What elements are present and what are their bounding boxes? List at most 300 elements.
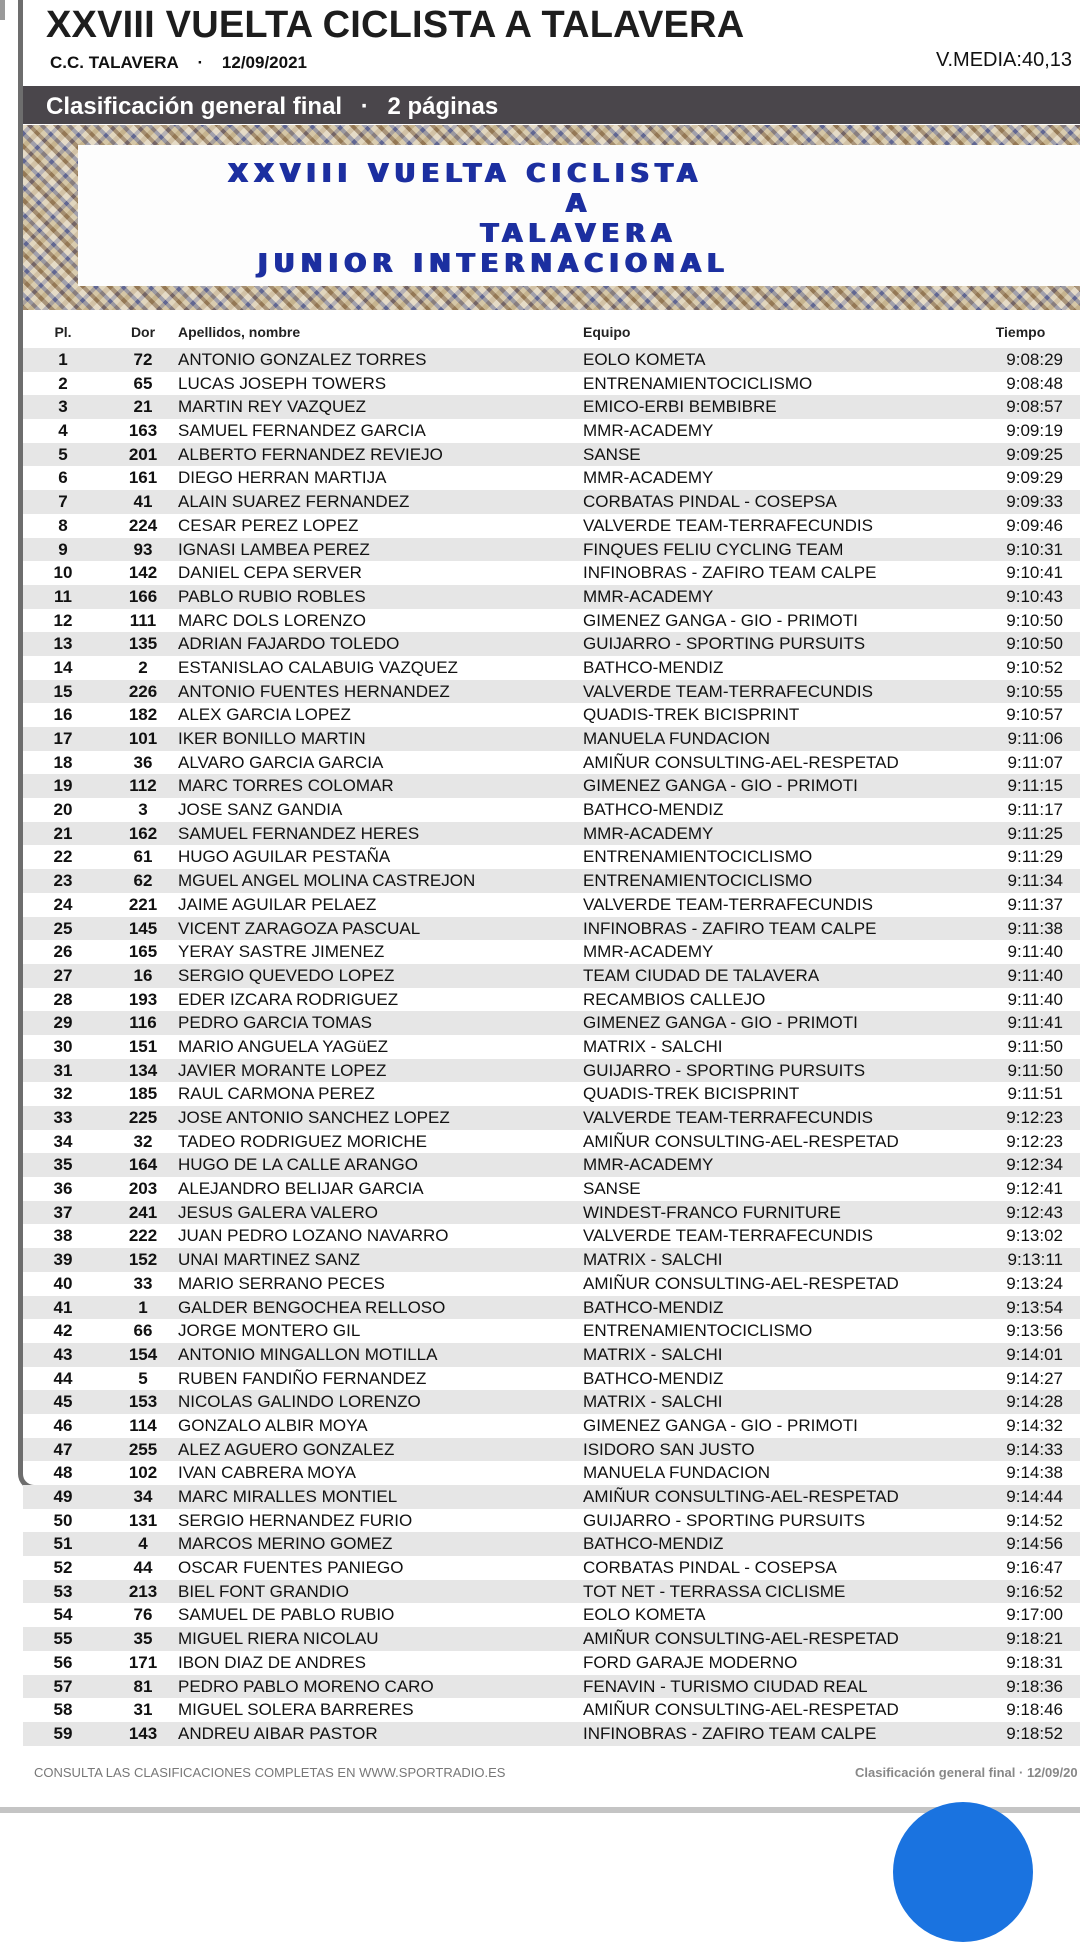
row-bib: 33 bbox=[133, 1273, 153, 1293]
row-bib: 102 bbox=[128, 1463, 158, 1483]
table-row bbox=[23, 1603, 1080, 1627]
table-row bbox=[23, 1414, 1080, 1438]
row-team: MMR-ACADEMY bbox=[583, 421, 714, 441]
row-position: 14 bbox=[53, 657, 73, 677]
row-position: 3 bbox=[58, 397, 68, 417]
row-position: 55 bbox=[53, 1629, 73, 1649]
row-time: 9:11:17 bbox=[1007, 800, 1063, 820]
column-header-bib: Dor bbox=[130, 324, 156, 340]
row-team: BATHCO-MENDIZ bbox=[583, 1534, 724, 1554]
row-position: 47 bbox=[53, 1439, 73, 1459]
row-position: 37 bbox=[53, 1202, 73, 1222]
row-bib: 72 bbox=[133, 350, 153, 369]
table-row bbox=[23, 1532, 1080, 1556]
row-bib: 93 bbox=[133, 539, 153, 559]
row-rider-name: ALEX GARCIA LOPEZ bbox=[178, 705, 351, 725]
results-table bbox=[23, 348, 1080, 1746]
row-rider-name: JOSE ANTONIO SANCHEZ LOPEZ bbox=[178, 1108, 450, 1127]
row-position: 56 bbox=[53, 1652, 73, 1672]
row-bib: 162 bbox=[128, 823, 158, 843]
row-team: BATHCO-MENDIZ bbox=[583, 1368, 724, 1388]
row-team: WINDEST-FRANCO FURNITURE bbox=[583, 1202, 841, 1222]
row-time: 9:11:41 bbox=[1007, 1013, 1063, 1033]
table-row bbox=[23, 1461, 1080, 1485]
row-position: 20 bbox=[53, 800, 73, 820]
row-bib: 111 bbox=[129, 610, 157, 630]
table-row bbox=[23, 940, 1080, 964]
row-time: 9:10:43 bbox=[1006, 586, 1063, 606]
table-row bbox=[23, 1675, 1080, 1699]
row-bib: 36 bbox=[133, 752, 153, 772]
table-row bbox=[23, 1627, 1080, 1651]
row-bib: 116 bbox=[129, 1013, 157, 1033]
row-time: 9:14:27 bbox=[1006, 1368, 1063, 1388]
row-position: 28 bbox=[53, 989, 73, 1009]
row-position: 26 bbox=[53, 942, 73, 962]
row-team: EOLO KOMETA bbox=[583, 350, 706, 369]
row-time: 9:11:40 bbox=[1007, 942, 1063, 962]
row-team: MATRIX - SALCHI bbox=[583, 1036, 723, 1056]
row-position: 6 bbox=[58, 468, 68, 488]
row-rider-name: HUGO AGUILAR PESTAÑA bbox=[178, 847, 391, 867]
table-row bbox=[23, 1319, 1080, 1343]
row-position: 10 bbox=[53, 563, 73, 583]
table-row bbox=[23, 466, 1080, 490]
row-bib: 44 bbox=[133, 1558, 153, 1578]
race-subtitle bbox=[50, 53, 321, 73]
row-rider-name: SERGIO HERNANDEZ FURIO bbox=[178, 1510, 413, 1530]
row-time: 9:18:31 bbox=[1006, 1652, 1063, 1672]
row-time: 9:11:51 bbox=[1007, 1084, 1063, 1104]
table-row bbox=[23, 1106, 1080, 1130]
row-rider-name: BIEL FONT GRANDIO bbox=[178, 1581, 349, 1601]
row-bib: 151 bbox=[128, 1036, 158, 1056]
row-position: 48 bbox=[53, 1463, 73, 1483]
row-rider-name: VICENT ZARAGOZA PASCUAL bbox=[178, 918, 421, 938]
row-bib: 143 bbox=[128, 1723, 158, 1743]
row-bib: 135 bbox=[128, 634, 158, 654]
row-bib: 81 bbox=[133, 1676, 153, 1696]
table-row bbox=[23, 1082, 1080, 1106]
row-bib: 114 bbox=[129, 1415, 157, 1435]
table-row bbox=[23, 774, 1080, 798]
row-team: MMR-ACADEMY bbox=[583, 586, 714, 606]
row-position: 53 bbox=[53, 1581, 73, 1601]
row-bib: 32 bbox=[133, 1131, 153, 1151]
row-time: 9:12:43 bbox=[1006, 1202, 1063, 1222]
row-position: 5 bbox=[58, 444, 68, 464]
row-team: VALVERDE TEAM-TERRAFECUNDIS bbox=[583, 681, 873, 701]
row-position: 1 bbox=[58, 350, 68, 369]
row-rider-name: HUGO DE LA CALLE ARANGO bbox=[178, 1155, 418, 1175]
row-rider-name: LUCAS JOSEPH TOWERS bbox=[178, 373, 387, 393]
row-time: 9:11:40 bbox=[1007, 965, 1063, 985]
table-row bbox=[23, 1296, 1080, 1320]
row-rider-name: ALAIN SUAREZ FERNANDEZ bbox=[178, 492, 410, 512]
row-time: 9:11:50 bbox=[1007, 1060, 1063, 1080]
row-bib: 5 bbox=[138, 1368, 148, 1388]
row-rider-name: JAVIER MORANTE LOPEZ bbox=[178, 1060, 387, 1080]
row-time: 9:09:33 bbox=[1006, 492, 1063, 512]
row-team: INFINOBRAS - ZAFIRO TEAM CALPE bbox=[583, 918, 877, 938]
row-position: 33 bbox=[53, 1108, 73, 1127]
table-row bbox=[23, 964, 1080, 988]
floating-action-button[interactable] bbox=[893, 1802, 1033, 1942]
row-time: 9:11:38 bbox=[1007, 918, 1063, 938]
table-header bbox=[23, 324, 1080, 344]
row-rider-name: RUBEN FANDIÑO FERNANDEZ bbox=[178, 1368, 427, 1388]
row-position: 9 bbox=[58, 539, 68, 559]
row-team: BATHCO-MENDIZ bbox=[583, 657, 724, 677]
row-position: 11 bbox=[54, 586, 72, 606]
row-rider-name: ALBERTO FERNANDEZ REVIEJO bbox=[178, 444, 443, 464]
row-position: 44 bbox=[53, 1368, 73, 1388]
row-team: MATRIX - SALCHI bbox=[583, 1250, 723, 1270]
row-time: 9:12:23 bbox=[1006, 1108, 1063, 1127]
table-row bbox=[23, 798, 1080, 822]
row-bib: 221 bbox=[128, 894, 158, 914]
row-team: MMR-ACADEMY bbox=[583, 1155, 714, 1175]
row-team: AMIÑUR CONSULTING-AEL-RESPETAD bbox=[583, 1629, 899, 1649]
row-rider-name: SERGIO QUEVEDO LOPEZ bbox=[178, 965, 395, 985]
row-team: EOLO KOMETA bbox=[583, 1605, 706, 1625]
table-row bbox=[23, 1367, 1080, 1391]
row-rider-name: MGUEL ANGEL MOLINA CASTREJON bbox=[178, 871, 476, 891]
row-position: 41 bbox=[53, 1297, 73, 1317]
row-bib: 255 bbox=[128, 1439, 158, 1459]
row-position: 49 bbox=[53, 1487, 73, 1506]
table-row bbox=[23, 372, 1080, 396]
row-team: MMR-ACADEMY bbox=[583, 468, 714, 488]
row-time: 9:10:57 bbox=[1006, 705, 1063, 725]
row-rider-name: ALEJANDRO BELIJAR GARCIA bbox=[178, 1179, 424, 1199]
row-bib: 226 bbox=[128, 681, 158, 701]
table-row bbox=[23, 395, 1080, 419]
row-bib: 112 bbox=[129, 776, 157, 796]
row-time: 9:14:56 bbox=[1006, 1534, 1063, 1554]
row-rider-name: YERAY SASTRE JIMENEZ bbox=[178, 942, 385, 962]
table-row bbox=[23, 1509, 1080, 1533]
row-time: 9:11:50 bbox=[1007, 1036, 1063, 1056]
row-team: GIMENEZ GANGA - GIO - PRIMOTI bbox=[583, 776, 858, 796]
row-position: 19 bbox=[53, 776, 73, 796]
banner-line-2: A bbox=[565, 189, 593, 219]
row-time: 9:16:52 bbox=[1006, 1581, 1063, 1601]
table-row bbox=[23, 585, 1080, 609]
table-row bbox=[23, 1722, 1080, 1746]
row-time: 9:18:46 bbox=[1006, 1700, 1063, 1720]
band-separator: · bbox=[360, 93, 369, 120]
row-position: 15 bbox=[53, 681, 73, 701]
average-speed: V.MEDIA:40,13 bbox=[936, 49, 1073, 71]
table-row bbox=[23, 1651, 1080, 1675]
row-time: 9:11:29 bbox=[1007, 847, 1063, 867]
row-time: 9:14:01 bbox=[1006, 1344, 1063, 1364]
row-team: INFINOBRAS - ZAFIRO TEAM CALPE bbox=[583, 1723, 877, 1743]
row-rider-name: ALEZ AGUERO GONZALEZ bbox=[178, 1439, 395, 1459]
row-time: 9:08:48 bbox=[1006, 373, 1063, 393]
column-header-time: Tiempo bbox=[995, 324, 1046, 340]
table-row bbox=[23, 869, 1080, 893]
row-time: 9:14:38 bbox=[1006, 1463, 1063, 1483]
row-rider-name: IBON DIAZ DE ANDRES bbox=[178, 1652, 366, 1672]
row-team: GIMENEZ GANGA - GIO - PRIMOTI bbox=[583, 1415, 858, 1435]
row-bib: 1 bbox=[138, 1297, 148, 1317]
row-bib: 161 bbox=[128, 468, 158, 488]
row-team: CORBATAS PINDAL - COSEPSA bbox=[583, 1558, 837, 1578]
row-position: 42 bbox=[53, 1321, 73, 1341]
row-team: QUADIS-TREK BICISPRINT bbox=[583, 1084, 800, 1104]
row-time: 9:10:41 bbox=[1006, 563, 1063, 583]
row-team: MANUELA FUNDACION bbox=[583, 729, 771, 748]
row-rider-name: NICOLAS GALINDO LORENZO bbox=[178, 1392, 421, 1412]
row-team: VALVERDE TEAM-TERRAFECUNDIS bbox=[583, 894, 873, 914]
row-position: 4 bbox=[58, 421, 68, 441]
row-position: 54 bbox=[53, 1605, 73, 1625]
footer-note: CONSULTA LAS CLASIFICACIONES COMPLETAS EN WWW.SPORTRADIO.ES bbox=[34, 1765, 506, 1780]
row-team: QUADIS-TREK BICISPRINT bbox=[583, 705, 800, 725]
row-bib: 165 bbox=[128, 942, 158, 962]
row-rider-name: ALVARO GARCIA GARCIA bbox=[178, 752, 384, 772]
row-position: 24 bbox=[53, 894, 73, 914]
row-rider-name: TADEO RODRIGUEZ MORICHE bbox=[178, 1131, 428, 1151]
row-bib: 153 bbox=[128, 1392, 158, 1412]
row-rider-name: IVAN CABRERA MOYA bbox=[178, 1463, 356, 1483]
row-bib: 201 bbox=[128, 444, 158, 464]
row-team: TOT NET - TERRASSA CICLISME bbox=[583, 1581, 846, 1601]
row-position: 25 bbox=[53, 918, 73, 938]
row-position: 7 bbox=[58, 492, 68, 512]
row-team: AMIÑUR CONSULTING-AEL-RESPETAD bbox=[583, 1700, 899, 1720]
row-position: 23 bbox=[53, 871, 73, 891]
row-team: BATHCO-MENDIZ bbox=[583, 800, 724, 820]
classification-heading bbox=[46, 93, 510, 121]
table-row bbox=[23, 1035, 1080, 1059]
row-position: 40 bbox=[53, 1273, 73, 1293]
table-row bbox=[23, 1224, 1080, 1248]
row-time: 9:14:52 bbox=[1006, 1510, 1063, 1530]
row-position: 21 bbox=[53, 823, 73, 843]
row-team: ENTRENAMIENTOCICLISMO bbox=[583, 871, 813, 891]
row-position: 59 bbox=[53, 1723, 73, 1743]
row-rider-name: ADRIAN FAJARDO TOLEDO bbox=[178, 634, 400, 654]
row-time: 9:10:50 bbox=[1006, 634, 1063, 654]
row-position: 8 bbox=[58, 515, 68, 535]
row-bib: 193 bbox=[128, 989, 158, 1009]
page-count: 2 páginas bbox=[387, 93, 499, 120]
subtitle-separator: · bbox=[197, 53, 204, 72]
row-rider-name: ANTONIO FUENTES HERNANDEZ bbox=[178, 681, 450, 701]
row-time: 9:17:00 bbox=[1006, 1605, 1063, 1625]
row-position: 38 bbox=[53, 1226, 73, 1246]
row-bib: 222 bbox=[128, 1226, 158, 1246]
row-rider-name: JOSE SANZ GANDIA bbox=[178, 800, 343, 820]
row-bib: 203 bbox=[128, 1179, 158, 1199]
row-team: VALVERDE TEAM-TERRAFECUNDIS bbox=[583, 1226, 873, 1246]
row-time: 9:18:52 bbox=[1006, 1723, 1063, 1743]
row-rider-name: MARCOS MERINO GOMEZ bbox=[178, 1534, 393, 1554]
row-rider-name: MIGUEL RIERA NICOLAU bbox=[178, 1629, 379, 1649]
row-bib: 31 bbox=[133, 1700, 153, 1720]
table-row bbox=[23, 443, 1080, 467]
row-time: 9:14:33 bbox=[1006, 1439, 1063, 1459]
row-team: AMIÑUR CONSULTING-AEL-RESPETAD bbox=[583, 752, 899, 772]
row-time: 9:10:52 bbox=[1006, 657, 1063, 677]
row-position: 36 bbox=[53, 1179, 73, 1199]
table-row bbox=[23, 609, 1080, 633]
table-row bbox=[23, 917, 1080, 941]
row-rider-name: PEDRO PABLO MORENO CARO bbox=[178, 1676, 434, 1696]
row-time: 9:11:06 bbox=[1007, 729, 1063, 748]
row-position: 18 bbox=[53, 752, 73, 772]
row-time: 9:11:07 bbox=[1007, 752, 1063, 772]
row-position: 58 bbox=[53, 1700, 73, 1720]
row-position: 57 bbox=[53, 1676, 73, 1696]
row-team: GIMENEZ GANGA - GIO - PRIMOTI bbox=[583, 610, 858, 630]
row-rider-name: PEDRO GARCIA TOMAS bbox=[178, 1013, 372, 1033]
window-edge bbox=[0, 0, 5, 20]
row-time: 9:18:21 bbox=[1006, 1629, 1063, 1649]
row-team: EMICO-ERBI BEMBIBRE bbox=[583, 397, 777, 417]
row-team: TEAM CIUDAD DE TALAVERA bbox=[583, 965, 820, 985]
table-row bbox=[23, 348, 1080, 372]
row-bib: 164 bbox=[128, 1155, 158, 1175]
row-rider-name: GONZALO ALBIR MOYA bbox=[178, 1415, 368, 1435]
row-position: 22 bbox=[53, 847, 73, 867]
table-row bbox=[23, 419, 1080, 443]
row-time: 9:14:32 bbox=[1006, 1415, 1063, 1435]
column-header-position: Pl. bbox=[54, 324, 72, 340]
column-header-name: Apellidos, nombre bbox=[178, 324, 301, 340]
row-rider-name: UNAI MARTINEZ SANZ bbox=[178, 1250, 360, 1270]
row-rider-name: DIEGO HERRAN MARTIJA bbox=[178, 468, 387, 488]
row-bib: 35 bbox=[133, 1629, 153, 1649]
row-bib: 152 bbox=[128, 1250, 158, 1270]
row-time: 9:12:23 bbox=[1006, 1131, 1063, 1151]
row-rider-name: RAUL CARMONA PEREZ bbox=[178, 1084, 375, 1104]
row-bib: 21 bbox=[133, 397, 153, 417]
row-rider-name: MARIO ANGUELA YAGüEZ bbox=[178, 1036, 389, 1056]
row-bib: 76 bbox=[133, 1605, 153, 1625]
table-row bbox=[23, 632, 1080, 656]
row-team: FINQUES FELIU CYCLING TEAM bbox=[583, 539, 844, 559]
row-rider-name: IGNASI LAMBEA PEREZ bbox=[178, 539, 370, 559]
row-position: 45 bbox=[53, 1392, 73, 1412]
table-row bbox=[23, 561, 1080, 585]
table-row bbox=[23, 1698, 1080, 1722]
row-time: 9:09:25 bbox=[1006, 444, 1063, 464]
row-time: 9:11:34 bbox=[1007, 871, 1063, 891]
row-rider-name: EDER IZCARA RODRIGUEZ bbox=[178, 989, 399, 1009]
row-rider-name: ANDREU AIBAR PASTOR bbox=[178, 1723, 378, 1743]
row-rider-name: MARC TORRES COLOMAR bbox=[178, 776, 394, 796]
banner-line-3: TALAVERA bbox=[480, 219, 678, 249]
row-bib: 2 bbox=[138, 657, 148, 677]
table-row bbox=[23, 514, 1080, 538]
row-team: MATRIX - SALCHI bbox=[583, 1344, 723, 1364]
table-row bbox=[23, 1177, 1080, 1201]
row-team: VALVERDE TEAM-TERRAFECUNDIS bbox=[583, 515, 873, 535]
row-team: CORBATAS PINDAL - COSEPSA bbox=[583, 492, 837, 512]
row-rider-name: JORGE MONTERO GIL bbox=[178, 1321, 361, 1341]
row-rider-name: ANTONIO MINGALLON MOTILLA bbox=[178, 1344, 438, 1364]
row-time: 9:08:29 bbox=[1006, 350, 1063, 369]
row-rider-name: JESUS GALERA VALERO bbox=[178, 1202, 378, 1222]
row-team: MANUELA FUNDACION bbox=[583, 1463, 771, 1483]
row-position: 12 bbox=[53, 610, 73, 630]
row-time: 9:10:55 bbox=[1006, 681, 1063, 701]
row-team: MMR-ACADEMY bbox=[583, 823, 714, 843]
table-row bbox=[23, 822, 1080, 846]
row-rider-name: SAMUEL DE PABLO RUBIO bbox=[178, 1605, 395, 1625]
row-bib: 61 bbox=[133, 847, 153, 867]
row-rider-name: ANTONIO GONZALEZ TORRES bbox=[178, 350, 427, 369]
row-rider-name: MARIO SERRANO PECES bbox=[178, 1273, 385, 1293]
row-rider-name: JAIME AGUILAR PELAEZ bbox=[178, 894, 377, 914]
row-position: 16 bbox=[53, 705, 73, 725]
row-rider-name: SAMUEL FERNANDEZ HERES bbox=[178, 823, 420, 843]
row-rider-name: MARC DOLS LORENZO bbox=[178, 610, 366, 630]
row-rider-name: MARTIN REY VAZQUEZ bbox=[178, 397, 366, 417]
table-row bbox=[23, 1059, 1080, 1083]
row-time: 9:08:57 bbox=[1006, 397, 1063, 417]
row-rider-name: IKER BONILLO MARTIN bbox=[178, 729, 366, 748]
row-bib: 166 bbox=[128, 586, 158, 606]
row-team: FORD GARAJE MODERNO bbox=[583, 1652, 798, 1672]
row-bib: 16 bbox=[133, 965, 153, 985]
table-row bbox=[23, 656, 1080, 680]
row-bib: 66 bbox=[133, 1321, 153, 1341]
column-header-team: Equipo bbox=[583, 324, 631, 340]
banner-line-4: JUNIOR INTERNACIONAL bbox=[258, 249, 730, 279]
row-rider-name: ESTANISLAO CALABUIG VAZQUEZ bbox=[178, 657, 458, 677]
row-bib: 101 bbox=[128, 729, 158, 748]
row-time: 9:09:29 bbox=[1006, 468, 1063, 488]
row-rider-name: PABLO RUBIO ROBLES bbox=[178, 586, 366, 606]
row-time: 9:13:56 bbox=[1006, 1321, 1063, 1341]
row-time: 9:09:19 bbox=[1006, 421, 1063, 441]
race-date: 12/09/2021 bbox=[221, 53, 307, 72]
row-bib: 65 bbox=[133, 373, 153, 393]
row-team: GUIJARRO - SPORTING PURSUITS bbox=[583, 1510, 866, 1530]
row-time: 9:14:44 bbox=[1006, 1487, 1063, 1506]
page-separator bbox=[0, 1807, 1080, 1813]
row-time: 9:13:02 bbox=[1006, 1226, 1063, 1246]
row-rider-name: MIGUEL SOLERA BARRERES bbox=[178, 1700, 414, 1720]
table-row bbox=[23, 1556, 1080, 1580]
row-bib: 3 bbox=[138, 800, 148, 820]
row-position: 43 bbox=[53, 1344, 73, 1364]
table-row bbox=[23, 1580, 1080, 1604]
classification-title: Clasificación general final bbox=[46, 93, 343, 120]
row-bib: 34 bbox=[133, 1487, 153, 1506]
row-rider-name: SAMUEL FERNANDEZ GARCIA bbox=[178, 421, 426, 441]
table-row bbox=[23, 1343, 1080, 1367]
row-position: 34 bbox=[53, 1131, 73, 1151]
row-team: FENAVIN - TURISMO CIUDAD REAL bbox=[583, 1676, 868, 1696]
row-position: 30 bbox=[53, 1036, 73, 1056]
row-team: ENTRENAMIENTOCICLISMO bbox=[583, 1321, 813, 1341]
row-time: 9:18:36 bbox=[1006, 1676, 1063, 1696]
row-bib: 131 bbox=[128, 1510, 158, 1530]
table-row bbox=[23, 1390, 1080, 1414]
row-time: 9:10:31 bbox=[1006, 539, 1063, 559]
race-title: XXVIII VUELTA CICLISTA A TALAVERA bbox=[46, 4, 745, 46]
row-time: 9:13:24 bbox=[1006, 1273, 1063, 1293]
row-position: 29 bbox=[53, 1013, 73, 1033]
row-team: RECAMBIOS CALLEJO bbox=[583, 989, 766, 1009]
row-position: 35 bbox=[53, 1155, 73, 1175]
